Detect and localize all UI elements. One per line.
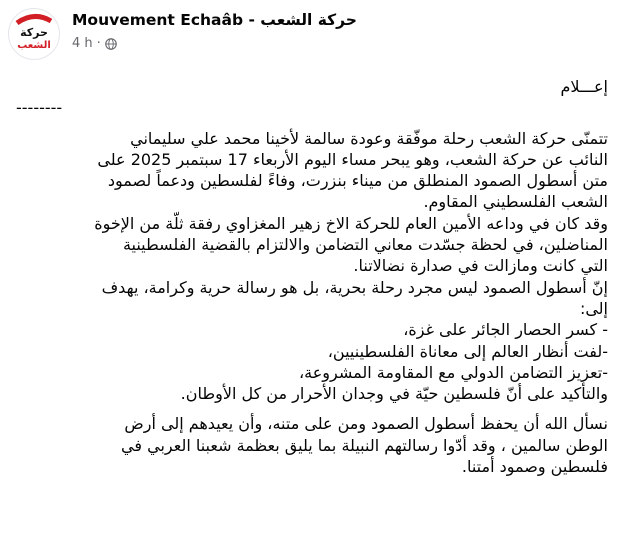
- body-line: التي كانت ومازالت في صدارة نضالاتنا.: [353, 256, 608, 276]
- body-line: إنّ أسطول الصمود ليس مجرد رحلة بحرية، بل هو رسالة حرية وكرامة، يهدف: [101, 277, 608, 297]
- body-line: الشعب الفلسطيني المقاوم.: [423, 192, 608, 212]
- page-avatar[interactable]: [8, 8, 60, 60]
- closing-line: فلسطين وصمود أمتنا.: [461, 457, 608, 477]
- meta-separator: ·: [96, 36, 101, 51]
- closing-line: نسأل الله أن يحفظ أسطول الصمود ومن على متنه، وأن يعيدهم إلى أرض: [124, 414, 608, 434]
- globe-icon[interactable]: [105, 38, 117, 50]
- page-name-link[interactable]: Mouvement Echaâb - حركة الشعب: [72, 11, 357, 29]
- body-line: -لفت أنظار العالم إلى معاناة الفلسطينيين،: [327, 341, 608, 361]
- closing-line: الوطن سالمين ، وقد أدّوا رسالتهم النبيلة بما يليق بعظمة شعبنا العربي في: [121, 435, 608, 455]
- post-header: [8, 8, 608, 60]
- body-line: النائب عن حركة الشعب، وهو يبحر مساء اليوم الأربعاء 17 سبتمبر 2025 على: [97, 149, 608, 169]
- party-logo: [9, 9, 59, 59]
- body-line: -تعزيز التضامن الدولي مع المقاومة المشروعة،: [299, 362, 608, 382]
- body-line: إلى:: [579, 298, 608, 318]
- body-line: تتمنّى حركة الشعب رحلة موفّقة وعودة سالمة لأخينا محمد علي سليماني: [130, 128, 608, 148]
- post-title: إعـــلام: [560, 77, 608, 96]
- dash-separator: --------: [16, 98, 63, 118]
- logo-text-bottom: الشعب: [17, 40, 51, 51]
- logo-text-top: حركة: [20, 26, 48, 39]
- body-line: - كسر الحصار الجائر على غزة،: [403, 320, 608, 340]
- body-line: والتأكيد على أنّ فلسطين حيّة في وجدان الأحرار من كل الأوطان.: [180, 384, 608, 404]
- post-body: [12, 76, 608, 477]
- body-line: المناضلين، في لحظة جسّدت معاني التضامن والالتزام بالقضية الفلسطينية: [122, 235, 608, 255]
- post-meta: [72, 36, 117, 51]
- post-timestamp[interactable]: 4 h: [72, 36, 93, 51]
- body-line: وقد كان في وداعه الأمين العام للحركة الاخ زهير المغزاوي رفقة ثلّة من الإخوة: [94, 213, 608, 233]
- body-line: متن أسطول الصمود المنطلق من ميناء بنزرت، وفاءً لفلسطين ودعماً لصمود: [107, 171, 608, 191]
